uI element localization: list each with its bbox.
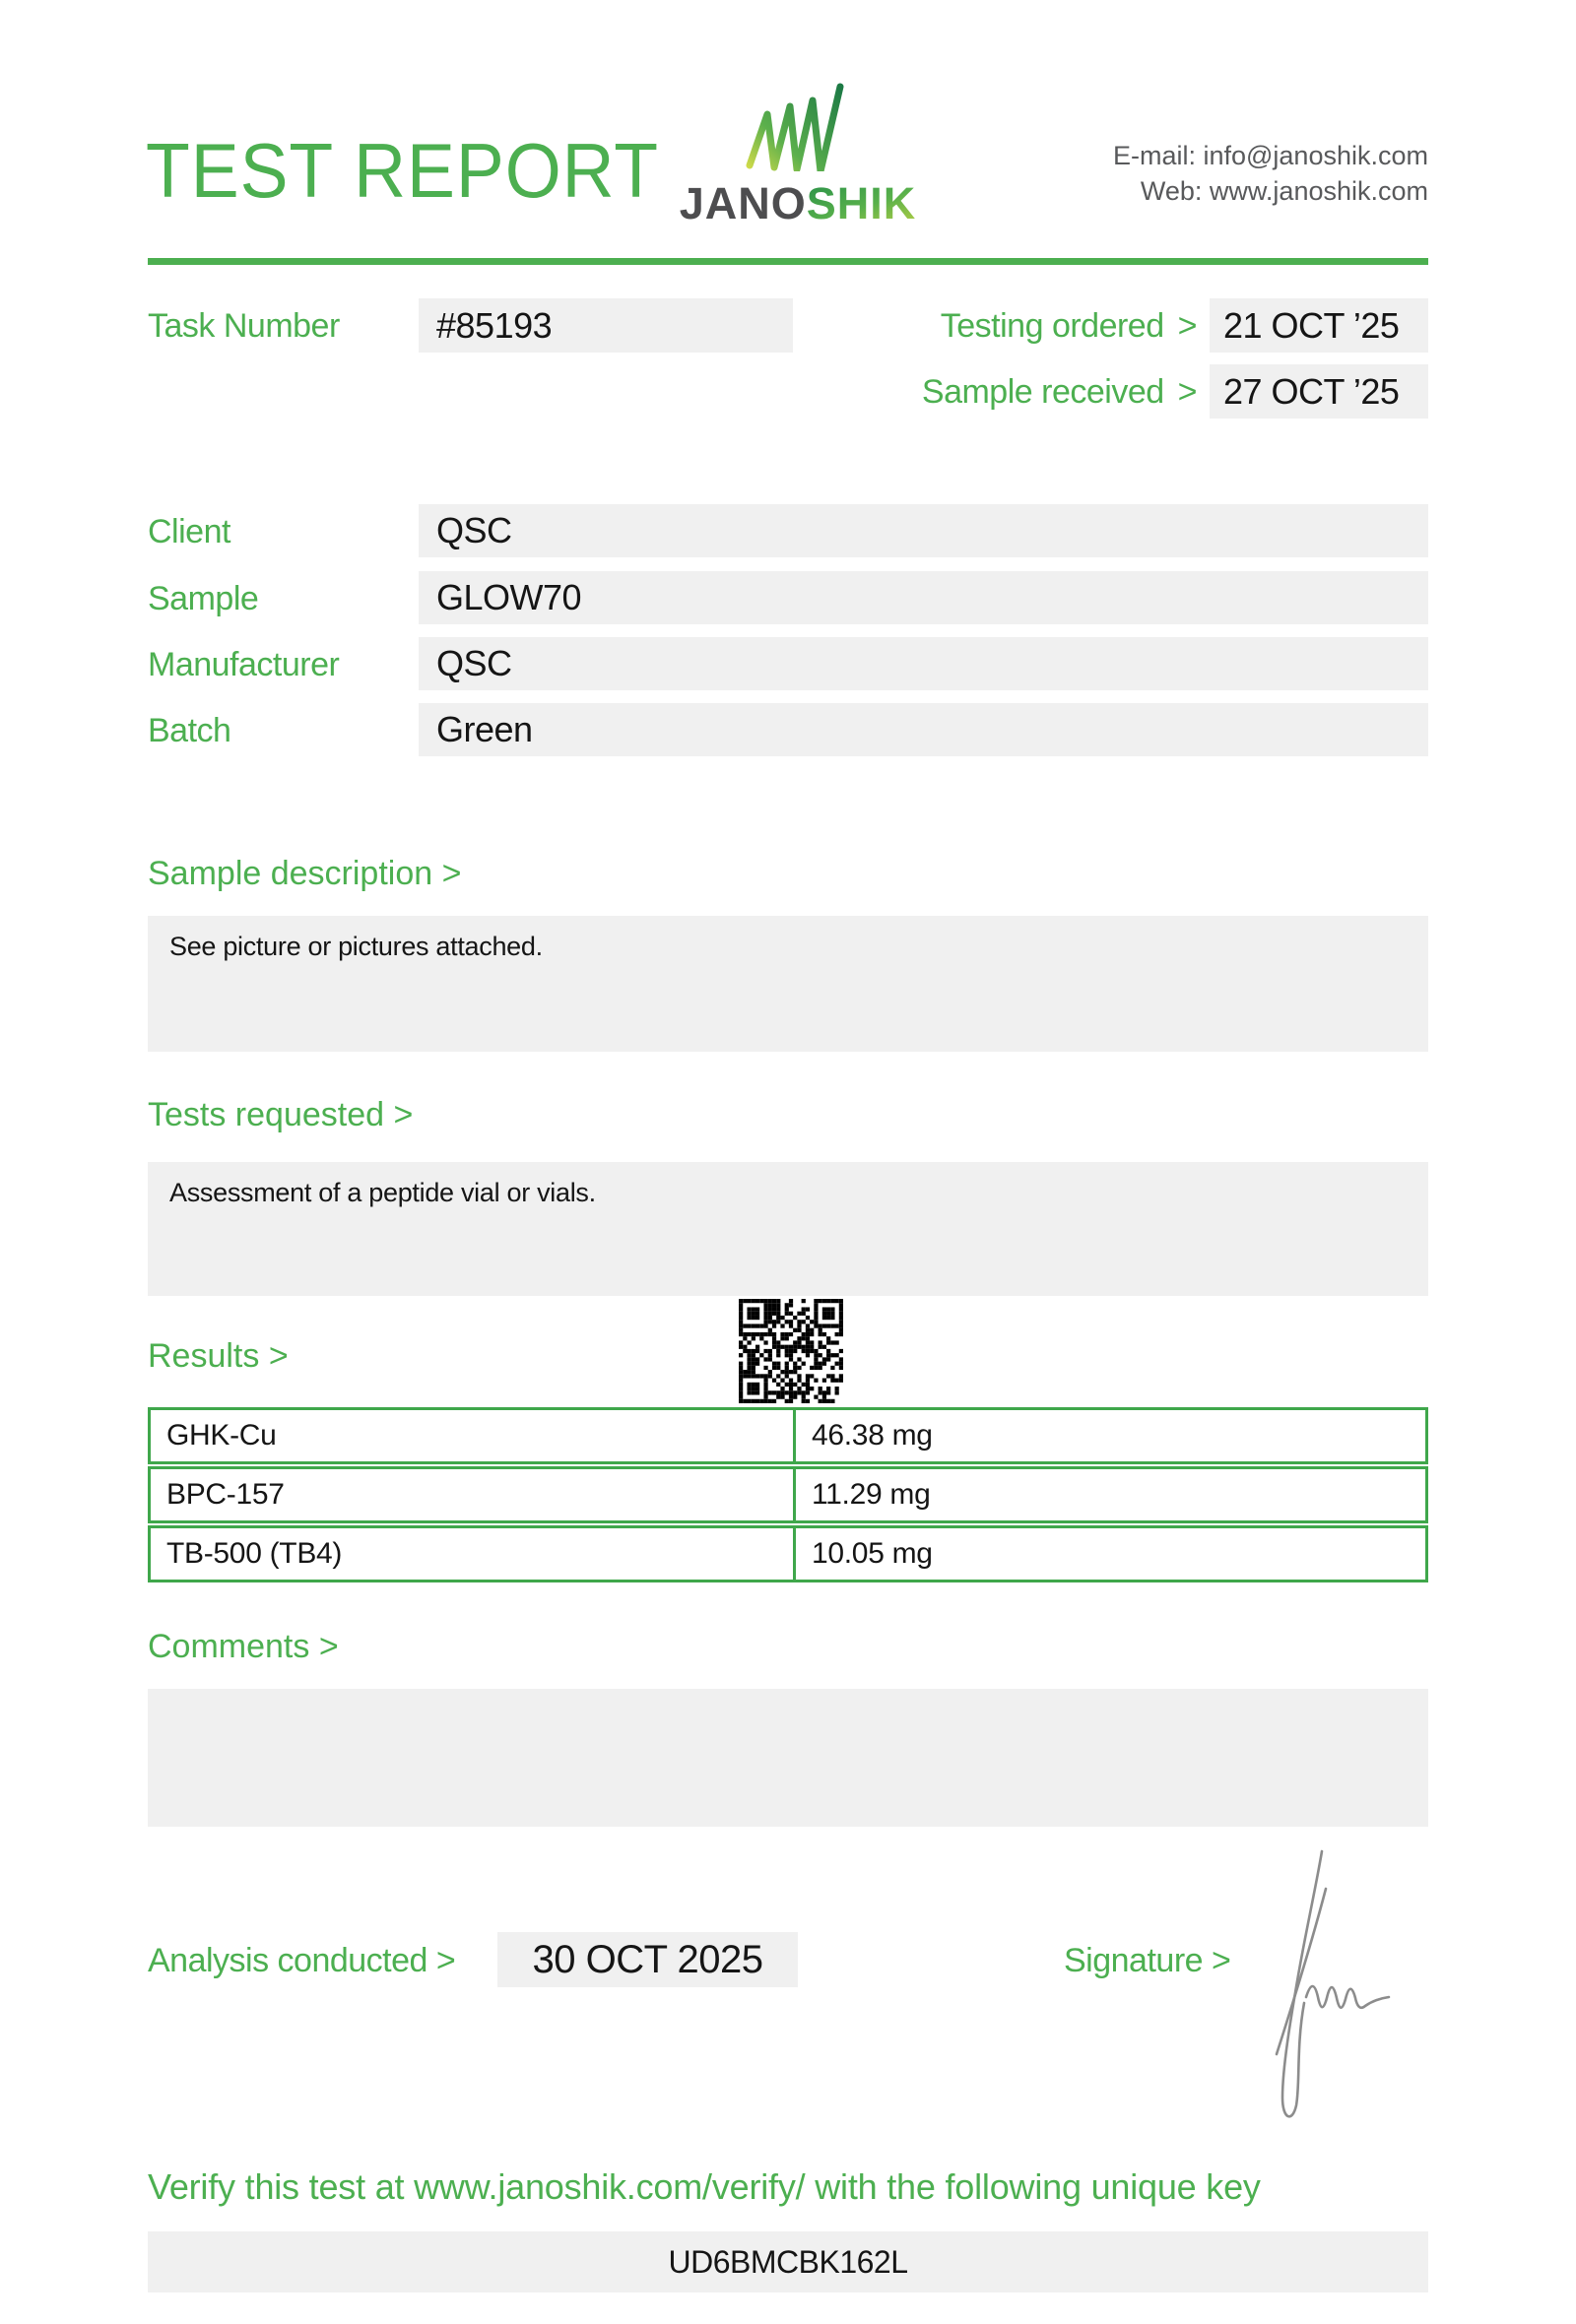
testing-ordered-text: Testing ordered <box>940 307 1164 345</box>
comments-heading: Comments > <box>148 1628 339 1665</box>
contact-email: E-mail: info@janoshik.com <box>1112 141 1428 170</box>
signature-scrawl <box>1271 1840 1418 2145</box>
manufacturer-label: Manufacturer <box>148 646 340 683</box>
table-row <box>148 1407 1428 1464</box>
sample-received-label <box>818 373 1197 412</box>
verify-key-value: UD6BMCBK162L <box>148 2231 1428 2292</box>
table-row <box>148 1525 1428 1582</box>
client-label: Client <box>148 513 230 550</box>
task-number-label: Task Number <box>148 307 340 345</box>
verify-instruction: Verify this test at www.janoshik.com/verify/ with the following unique key <box>148 2166 1261 2207</box>
results-table <box>148 1407 1428 1584</box>
logo-text-shik: SHIK <box>806 178 917 228</box>
comments-box <box>148 1689 1428 1827</box>
task-number-value: #85193 <box>419 298 793 353</box>
growth-chart-icon <box>743 159 853 175</box>
sample-description-text: See picture or pictures attached. <box>169 932 543 961</box>
testing-ordered-label <box>818 307 1197 346</box>
sample-value: GLOW70 <box>419 571 1428 624</box>
logo-wordmark <box>650 178 946 229</box>
contact-web: Web: www.janoshik.com <box>1140 176 1428 207</box>
sample-label: Sample <box>148 580 259 617</box>
result-amount: 10.05 mg <box>812 1537 933 1570</box>
testing-ordered-value: 21 OCT ’25 <box>1210 298 1428 353</box>
tests-requested-box <box>148 1162 1428 1296</box>
analysis-date-value: 30 OCT 2025 <box>497 1932 798 1987</box>
manufacturer-value: QSC <box>419 637 1428 690</box>
testing-ordered-arrow-icon: > <box>1177 307 1197 345</box>
result-amount: 11.29 mg <box>812 1478 931 1511</box>
sample-received-arrow-icon: > <box>1177 373 1197 411</box>
logo-text-jano: JANO <box>679 178 807 228</box>
sample-description-heading: Sample description > <box>148 855 462 892</box>
table-row <box>148 1466 1428 1523</box>
client-value: QSC <box>419 504 1428 557</box>
result-amount: 46.38 mg <box>812 1419 933 1452</box>
analysis-conducted-label: Analysis conducted > <box>148 1942 456 1979</box>
sample-description-box <box>148 916 1428 1052</box>
tests-requested-text: Assessment of a peptide vial or vials. <box>169 1178 596 1207</box>
batch-value: Green <box>419 703 1428 756</box>
tests-requested-heading: Tests requested > <box>148 1096 414 1133</box>
signature-label: Signature > <box>1064 1942 1231 1979</box>
batch-label: Batch <box>148 712 231 749</box>
result-analyte: GHK-Cu <box>151 1410 796 1461</box>
qr-code <box>739 1299 843 1403</box>
page-title: TEST REPORT <box>146 127 659 214</box>
results-heading: Results > <box>148 1337 289 1375</box>
contact-block <box>1113 138 1428 210</box>
sample-received-text: Sample received <box>921 373 1164 411</box>
header-divider <box>148 258 1428 265</box>
janoshik-logo <box>650 81 946 229</box>
result-analyte: BPC-157 <box>151 1469 796 1520</box>
sample-received-value: 27 OCT ’25 <box>1210 364 1428 419</box>
result-analyte: TB-500 (TB4) <box>151 1528 796 1580</box>
